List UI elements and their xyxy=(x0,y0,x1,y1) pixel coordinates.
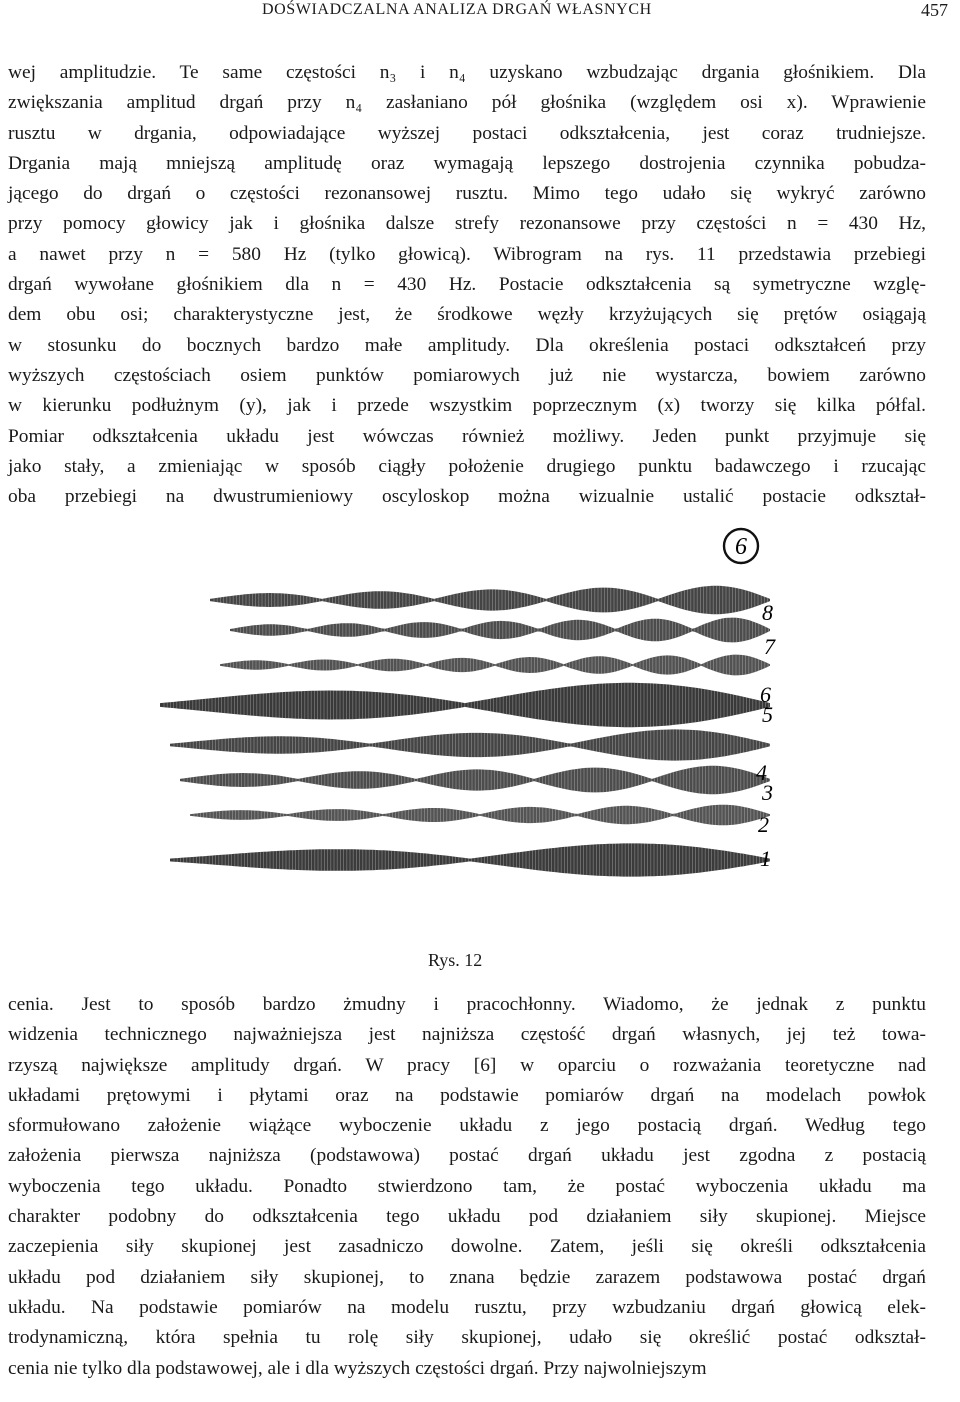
text-line: w kierunku podłużnym (y), jak i przede wszystkim poprzecznym (x) tworzy się kilka półfal. xyxy=(8,395,926,417)
trace-label-6: 6 xyxy=(760,682,771,707)
text-line: sformułowano założenie wiążące wyboczenie układu z jego postacią drgań. Według tego xyxy=(8,1115,926,1137)
trace-label-2: 2 xyxy=(758,812,769,837)
text-line: Pomiar odkształcenia układu jest wówczas również możliwy. Jeden punkt przyjmuje się xyxy=(8,425,926,447)
trace-stripes-1 xyxy=(174,843,769,876)
paragraph-bottom xyxy=(8,990,926,1384)
text-line: zaczepienia siły skupionej jest zasadniczo dowolne. Zatem, jeśli się określi odkształcenia xyxy=(8,1236,926,1258)
trace-envelope-4 xyxy=(170,729,770,760)
text-line: w stosunku do bocznych bardzo małe amplitudy. Dla określenia postaci odkształceń przy xyxy=(8,334,926,356)
text-line: oba przebiegi na dwustrumieniowy oscyloskop można wizualnie ustalić postacie odkształ- xyxy=(8,486,926,508)
figure-caption: Rys. 12 xyxy=(428,950,483,970)
figure-number-text: 6 xyxy=(735,534,747,560)
text-line: a nawet przy n = 580 Hz (tylko głowicą). Wibrogram na rys. 11 przedstawia przebiegi xyxy=(8,243,926,265)
text-line: cenia nie tylko dla podstawowej, ale i dla wyższych częstości drgań. Przy najwolniejszym xyxy=(8,1357,707,1379)
trace-label-8: 8 xyxy=(762,600,773,625)
trace-label-3: 3 xyxy=(762,780,773,805)
text-line: charakter podobny do odkształcenia tego układu pod działaniem siły skupionej. Miejsce xyxy=(8,1206,926,1228)
page-header xyxy=(0,0,960,34)
text-line: założenia pierwsza najniższa (podstawowa) postać drgań układu jest zgodna z postacią xyxy=(8,1145,926,1167)
vibrogram-figure xyxy=(150,530,810,950)
text-line: wej amplitudzie. Te same częstości n₃ i n₄ uzyskano wzbudzając drgania głośnikiem. Dla xyxy=(8,62,926,83)
text-line: cenia. Jest to sposób bardzo żmudny i pracochłonny. Wiadomo, że jednak z punktu xyxy=(8,994,926,1015)
trace-label-5: 5 xyxy=(762,702,773,727)
text-line: przy pomocy głowicy jak i głośnika dalsze strefy rezonansowe przy częstości n = 430 Hz, xyxy=(8,213,926,235)
text-line: widzenia technicznego najważniejsza jest najniższa częstość drgań własnych, jej też towa- xyxy=(8,1024,926,1046)
text-line: rzyszą największe amplitudy drgań. W pracy [6] w oparciu o rozważania teoretyczne nad xyxy=(8,1054,926,1076)
text-line: dem obu osi; charakterystyczne jest, że środkowe węzły krzyżujących się prętów osiągają xyxy=(8,304,926,326)
text-line: jącego do drgań o częstości rezonansowej rusztu. Mimo tego udało się wykryć zarówno xyxy=(8,183,926,205)
text-line: Drgania mają mniejszą amplitudę oraz wymagają lepszego dostrojenia czynnika pobudza- xyxy=(8,152,926,174)
trace-envelope-6 xyxy=(220,655,770,676)
text-line: wyboczenia tego układu. Ponadto stwierdzono tam, że postać wyboczenia układu ma xyxy=(8,1175,926,1197)
trace-label-4: 4 xyxy=(756,760,767,785)
text-line: układu. Na podstawie pomiarów na modelu rusztu, przy wzbudzaniu drgań głowicą elek- xyxy=(8,1296,926,1318)
text-line: wyższych częstościach osiem punktów pomiarowych już nie wystarcza, bowiem zarówno xyxy=(8,364,926,386)
trace-envelope-1 xyxy=(170,843,770,876)
trace-stripes-4 xyxy=(174,729,769,760)
text-line: zwiększania amplitud drgań przy n₄ zasłaniano pół głośnika (względem osi x). Wprawienie xyxy=(8,92,926,114)
text-line: rusztu w drgania, odpowiadające wyższej postaci odkształcenia, jest coraz trudniejsze. xyxy=(8,122,926,144)
text-line: drgań wywołane głośnikiem dla n = 430 Hz. Postacie odkształcenia są symetryczne wzglę- xyxy=(8,274,926,296)
text-line: układami prętowymi i płytami oraz na podstawie pomiarów drgań na modelach powłok xyxy=(8,1084,926,1106)
text-line: układu pod działaniem siły skupionej, to znana będzie zarazem podstawowa postać drgań xyxy=(8,1266,926,1288)
text-line: trodynamiczną, która spełnia tu rolę siły skupionej, udało się określić postać odkształ- xyxy=(8,1327,926,1349)
text-line: jako stały, a zmieniając w sposób ciągły położenie drugiego punktu badawczego i rzucając xyxy=(8,455,926,477)
running-title: DOŚWIADCZALNA ANALIZA DRGAŃ WŁASNYCH xyxy=(262,1,652,18)
trace-label-1: 1 xyxy=(760,846,771,871)
vibrogram-image xyxy=(150,530,810,950)
paragraph-top xyxy=(8,58,926,512)
page-number: 457 xyxy=(921,0,948,20)
trace-label-7: 7 xyxy=(764,634,775,659)
